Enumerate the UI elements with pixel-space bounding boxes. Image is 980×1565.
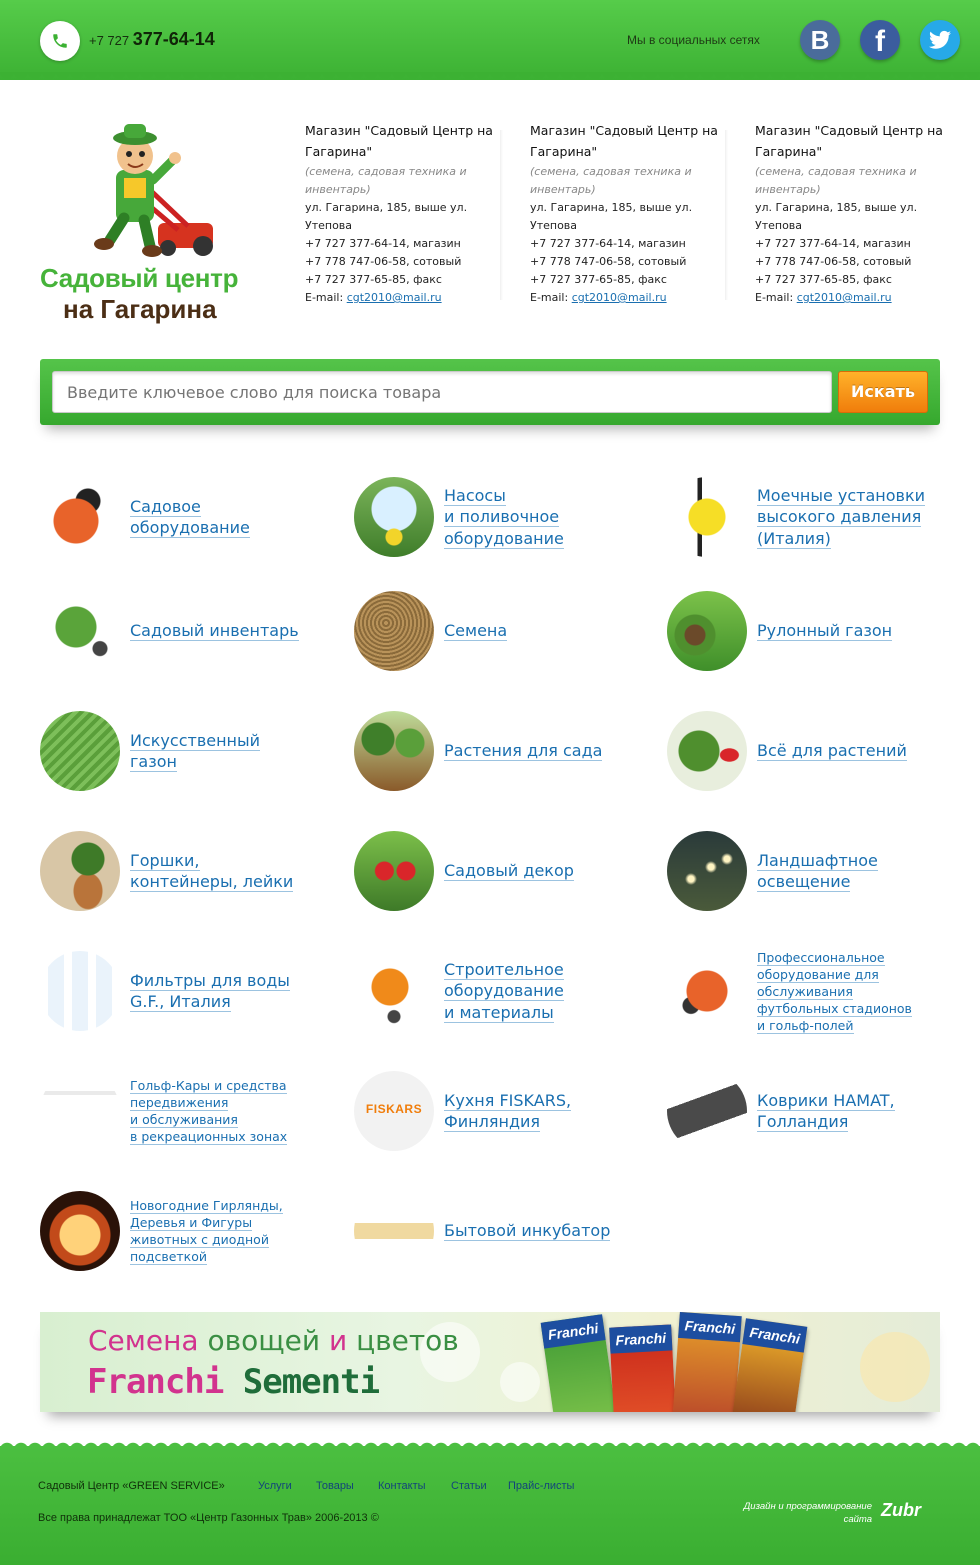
- garden-plants-icon[interactable]: [354, 711, 434, 791]
- artificial-grass-icon[interactable]: [40, 711, 120, 791]
- logo-subtitle[interactable]: на Гагарина: [63, 294, 217, 324]
- category-item[interactable]: [354, 950, 654, 1032]
- banner-headline: Семена овощей и цветов: [88, 1324, 459, 1357]
- category-label-line: освещение: [757, 872, 851, 891]
- incubator-icon[interactable]: [354, 1191, 434, 1271]
- category-label-line: оборудование для: [757, 966, 879, 982]
- category-link[interactable]: [130, 730, 330, 773]
- category-label-line: Новогодние Гирлянды,: [130, 1198, 283, 1213]
- store-info-1: Магазин "Садовый Центр на Гагарина" (семена, садовая техника и инвентарь) ул. Гагарина, 185, выше ул. Утепова +7 727 377-64-14, магазин +7 778 747-06-58, сотовый +7 727 377-65-85, факс E-mail: cgt2010@mail.ru: [305, 123, 493, 304]
- pressure-washer-icon[interactable]: [667, 477, 747, 557]
- category-label-line: Семена: [444, 621, 508, 641]
- zubr-logo[interactable]: Zubr: [881, 1500, 921, 1520]
- category-item[interactable]: [667, 476, 967, 558]
- footer-link-products[interactable]: Товары: [316, 1480, 354, 1492]
- store-email-link[interactable]: cgt2010@mail.ru: [796, 291, 892, 304]
- category-link[interactable]: [757, 850, 957, 893]
- category-label-line: Кухня FISKARS,: [444, 1090, 572, 1110]
- footer-link-services[interactable]: Услуги: [258, 1480, 292, 1492]
- category-label-line: футбольных стадионов: [757, 1000, 912, 1016]
- category-label-line: контейнеры, лейки: [130, 872, 294, 891]
- category-label-line: Профессиональное: [757, 949, 885, 965]
- category-label-line: высокого давления: [757, 507, 922, 527]
- category-label-line: в рекреационных зонах: [130, 1129, 288, 1144]
- category-label-line: Всё для растений: [757, 741, 907, 761]
- category-item[interactable]: [40, 1190, 340, 1272]
- fiskars-logo-icon[interactable]: [354, 1071, 434, 1151]
- category-label-line: животных с диодной: [130, 1232, 269, 1247]
- category-label-line: оборудование: [130, 518, 250, 537]
- footer-copyright: Все права принадлежат ТОО «Центр Газонных Трав» 2006-2013 ©: [38, 1512, 379, 1524]
- franchi-banner[interactable]: [40, 1312, 940, 1412]
- facebook-icon[interactable]: f: [860, 20, 900, 60]
- category-link[interactable]: [130, 496, 330, 539]
- category-label-line: газон: [130, 752, 177, 771]
- category-label-line: Рулонный газон: [757, 621, 893, 641]
- category-item[interactable]: [40, 1070, 340, 1152]
- category-label-line: (Италия): [757, 528, 831, 548]
- category-item[interactable]: [40, 476, 340, 558]
- search-input[interactable]: [52, 371, 832, 413]
- category-label-line: Горшки,: [130, 850, 200, 870]
- category-item[interactable]: [40, 710, 340, 792]
- category-label-line: Бытовой инкубатор: [444, 1221, 611, 1241]
- garden-gnome-icon[interactable]: [354, 831, 434, 911]
- category-item[interactable]: [667, 1070, 967, 1152]
- category-label-line: Садовый декор: [444, 861, 574, 881]
- category-link[interactable]: [130, 1077, 330, 1145]
- category-link[interactable]: [757, 949, 957, 1034]
- category-link[interactable]: [130, 850, 330, 893]
- category-link[interactable]: [444, 959, 644, 1024]
- store-email-link[interactable]: cgt2010@mail.ru: [346, 291, 442, 304]
- fiskars-brand-text: FISKARS: [365, 1102, 423, 1116]
- category-label-line: Финляндия: [444, 1112, 541, 1131]
- category-label-line: Гольф-Кары и средства: [130, 1078, 287, 1093]
- store-info-2: Магазин "Садовый Центр на Гагарина" (семена, садовая техника и инвентарь) ул. Гагарина, 185, выше ул. Утепова +7 727 377-64-14, магазин +7 778 747-06-58, сотовый +7 727 377-65-85, факс E-mail: cgt2010@mail.ru: [530, 123, 718, 304]
- category-item[interactable]: [354, 1070, 654, 1152]
- concrete-mixer-icon[interactable]: [354, 951, 434, 1031]
- seed-packet-tomato: Franchi: [609, 1324, 677, 1412]
- category-label-line: Голландия: [757, 1112, 849, 1131]
- category-link[interactable]: [444, 1090, 644, 1133]
- category-item[interactable]: [667, 830, 967, 912]
- category-label-line: и материалы: [444, 1002, 554, 1022]
- category-label-line: Фильтры для воды: [130, 970, 290, 990]
- category-link[interactable]: [757, 620, 957, 642]
- footer-brand: Садовый Центр «GREEN SERVICE»: [38, 1480, 225, 1492]
- category-label-line: Искусственный: [130, 730, 261, 750]
- category-link[interactable]: [444, 1220, 644, 1242]
- category-link[interactable]: [444, 860, 644, 882]
- category-link[interactable]: [444, 740, 644, 762]
- category-label-line: и гольф-полей: [757, 1017, 854, 1033]
- category-label-line: Садовый инвентарь: [130, 621, 299, 641]
- banner-brand: Franchi Sementi: [87, 1362, 380, 1402]
- vk-icon[interactable]: B: [800, 20, 840, 60]
- category-item[interactable]: [40, 950, 340, 1032]
- category-item[interactable]: [354, 1190, 654, 1272]
- category-label-line: Ландшафтное: [757, 850, 878, 870]
- category-item[interactable]: [40, 830, 340, 912]
- store-info-3: Магазин "Садовый Центр на Гагарина" (семена, садовая техника и инвентарь) ул. Гагарина, 185, выше ул. Утепова +7 727 377-64-14, магазин +7 778 747-06-58, сотовый +7 727 377-65-85, факс E-mail: cgt2010@mail.ru: [755, 123, 943, 304]
- seed-packet-flowers: Franchi: [672, 1312, 742, 1412]
- seed-packet-cucumber: Franchi: [541, 1314, 618, 1412]
- bokeh-decoration: [860, 1332, 930, 1402]
- phone-icon[interactable]: [40, 21, 80, 61]
- category-item[interactable]: [667, 950, 967, 1032]
- category-label-line: G.F., Италия: [130, 992, 231, 1011]
- category-label-line: Деревья и Фигуры: [130, 1215, 253, 1230]
- category-label-line: и обслуживания: [130, 1112, 238, 1127]
- category-item[interactable]: [354, 476, 654, 558]
- doormat-icon[interactable]: [667, 1071, 747, 1151]
- category-label-line: Моечные установки: [757, 485, 926, 505]
- store-divider: [725, 130, 728, 300]
- golf-cart-icon[interactable]: [40, 1071, 120, 1151]
- category-label-line: и поливочное: [444, 507, 560, 527]
- developer-credit[interactable]: Дизайн и программирование сайта: [743, 1501, 872, 1525]
- header-phone[interactable]: +7 727 377-64-14: [89, 29, 215, 49]
- logo-title[interactable]: Садовый центр: [40, 263, 239, 293]
- seeds-icon[interactable]: [354, 591, 434, 671]
- category-link[interactable]: [444, 620, 644, 642]
- category-label-line: Строительное: [444, 959, 564, 979]
- top-bar: [0, 0, 980, 80]
- category-link[interactable]: [130, 970, 330, 1013]
- water-filter-icon[interactable]: [40, 951, 120, 1031]
- top-bar-wave: [0, 72, 980, 86]
- landscape-lights-icon[interactable]: [667, 831, 747, 911]
- store-divider: [500, 130, 503, 300]
- category-link[interactable]: [130, 1197, 330, 1265]
- bokeh-decoration: [500, 1362, 540, 1402]
- wheelbarrow-icon[interactable]: [40, 591, 120, 671]
- search-bar: [40, 359, 940, 425]
- ride-mower-icon[interactable]: [667, 951, 747, 1031]
- category-item[interactable]: [354, 590, 654, 672]
- category-item[interactable]: [354, 830, 654, 912]
- category-label-line: Коврики HAMAT,: [757, 1090, 895, 1110]
- search-button[interactable]: Искать: [838, 371, 928, 413]
- footer-link-articles[interactable]: Статьи: [451, 1480, 487, 1492]
- category-link[interactable]: [757, 1090, 957, 1133]
- seed-packet-sunflower: Franchi: [731, 1318, 808, 1412]
- category-item[interactable]: [40, 590, 340, 672]
- category-item[interactable]: [667, 710, 967, 792]
- social-label: Мы в социальных сетях: [627, 33, 760, 47]
- category-item[interactable]: [354, 710, 654, 792]
- footer-link-contacts[interactable]: Контакты: [378, 1480, 426, 1492]
- category-link[interactable]: [757, 740, 957, 762]
- category-label-line: Насосы: [444, 485, 506, 505]
- category-link[interactable]: [444, 485, 644, 550]
- category-label-line: подсветкой: [130, 1249, 207, 1264]
- category-label-line: передвижения: [130, 1095, 229, 1110]
- category-label-line: оборудование: [444, 981, 564, 1001]
- sprinkler-icon[interactable]: [354, 477, 434, 557]
- plant-care-icon[interactable]: [667, 711, 747, 791]
- category-label-line: оборудование: [444, 528, 564, 548]
- twitter-icon[interactable]: [920, 20, 960, 60]
- category-item[interactable]: [667, 590, 967, 672]
- category-label-line: Растения для сада: [444, 741, 603, 761]
- store-email-link[interactable]: cgt2010@mail.ru: [571, 291, 667, 304]
- flower-pot-icon[interactable]: [40, 831, 120, 911]
- category-label-line: Садовое: [130, 496, 201, 516]
- lawnmower-icon[interactable]: [40, 477, 120, 557]
- christmas-lights-icon[interactable]: [40, 1191, 120, 1271]
- category-label-line: обслуживания: [757, 983, 853, 999]
- category-link[interactable]: [130, 620, 330, 642]
- turf-roll-icon[interactable]: [667, 591, 747, 671]
- category-link[interactable]: [757, 485, 957, 550]
- footer-link-pricelists[interactable]: Прайс-листы: [508, 1480, 575, 1492]
